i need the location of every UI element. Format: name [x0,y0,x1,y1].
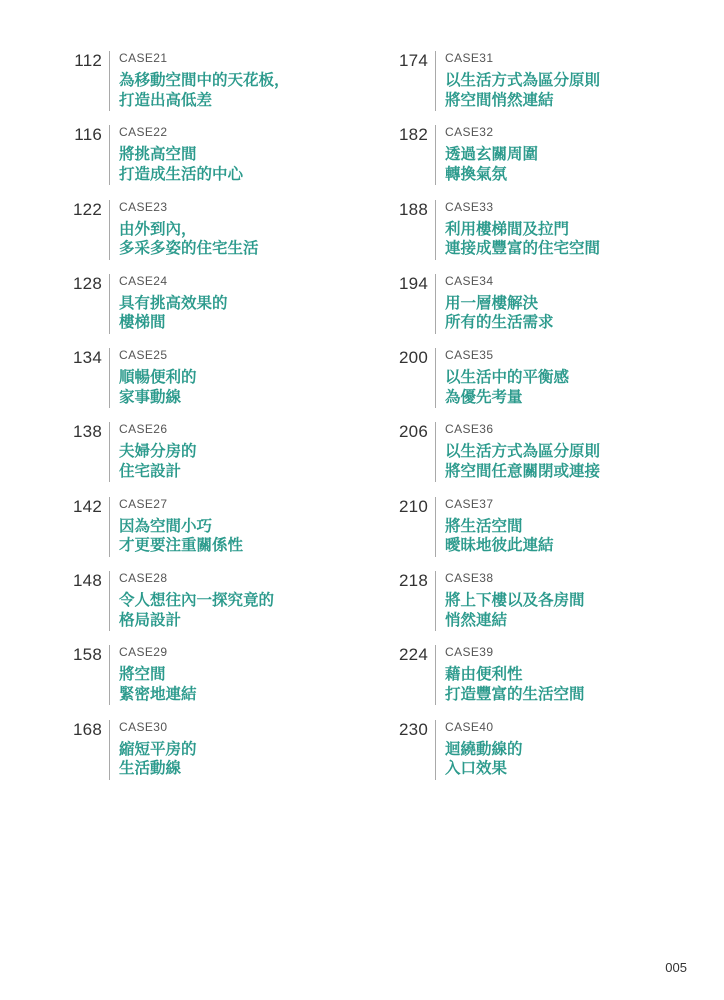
toc-title-line-2: 多采多姿的住宅生活 [119,238,259,258]
toc-divider [435,720,436,780]
toc-title [445,219,685,258]
toc-entry[interactable] [0,345,300,419]
toc-case-label: CASE23 [119,199,168,214]
toc-title-line-1: 迴繞動線的 [445,738,523,758]
toc-title-line-2: 連接成豐富的住宅空間 [445,238,601,258]
toc-page-number: 174 [399,51,428,70]
toc-title-line-2: 打造豐富的生活空間 [445,683,585,703]
toc-title-line-1: 藉由便利性 [445,664,523,684]
toc-page-number: 138 [73,422,102,442]
toc-page-number: 128 [73,273,102,293]
toc-case-label: CASE24 [119,273,168,288]
toc-title-line-1: 透過玄關周圍 [445,144,539,164]
toc-title-line-2: 曖昧地彼此連結 [445,535,554,555]
toc-case-label: CASE40 [445,719,494,734]
toc-title [119,219,359,258]
toc-page-number: 188 [399,199,428,219]
toc-title-line-2: 將空間任意關閉或連接 [445,460,601,480]
toc-title [119,590,359,629]
toc-entry[interactable] [326,122,626,196]
toc-page-number: 122 [73,199,102,219]
toc-page-number: 116 [74,125,102,145]
toc-case-label: CASE38 [445,571,494,586]
toc-title-line-2: 住宅設計 [119,460,182,480]
toc-case-label: CASE29 [119,645,168,660]
toc-title [445,516,685,555]
toc-title-line-1: 以生活方式為區分原則 [445,70,601,89]
toc-page-number: 200 [399,348,428,368]
toc-page-number: 142 [73,496,102,516]
toc-divider [109,200,110,260]
toc-title-line-2: 才更要注重關係性 [119,535,244,555]
toc-title-line-2: 為優先考量 [445,386,523,406]
toc-case-label: CASE27 [119,496,168,511]
toc-case-label: CASE26 [119,422,168,437]
toc-title-line-2: 緊密地連結 [119,683,197,703]
toc-divider [109,720,110,780]
toc-entry[interactable] [0,568,300,642]
toc-title [119,293,359,332]
toc-title-line-1: 以生活中的平衡感 [445,367,570,387]
toc-page-number: 112 [74,51,102,70]
toc-entry[interactable] [0,494,300,568]
toc-title [445,739,685,778]
toc-title-line-2: 所有的生活需求 [445,312,554,332]
toc-title-line-1: 將生活空間 [445,515,523,535]
toc-divider [435,422,436,482]
toc-entry[interactable] [326,271,626,345]
toc-title-line-1: 由外到內， [119,218,197,238]
toc-divider [109,571,110,631]
toc-title-line-2: 悄然連結 [445,609,508,629]
toc-entry[interactable] [0,419,300,493]
toc-divider [435,274,436,334]
toc-column-left [0,48,300,791]
toc-page-number: 210 [399,496,428,516]
toc-title-line-2: 樓梯間 [119,312,166,332]
toc-title-line-1: 因為空間小巧 [119,515,213,535]
toc-title [119,70,359,109]
toc-title [119,664,359,703]
toc-divider [109,497,110,557]
toc-column-right [326,48,626,791]
toc-title [445,664,685,703]
toc-title [119,441,359,480]
toc-page-number: 168 [73,719,102,739]
toc-title-line-1: 利用樓梯間及拉門 [445,218,570,238]
toc-title-line-1: 以生活方式為區分原則 [445,441,601,461]
toc-entry[interactable] [0,48,300,122]
toc-title-line-1: 具有挑高效果的 [119,292,228,312]
toc-case-label: CASE39 [445,645,494,660]
toc-title-line-1: 用一層樓解決 [445,292,539,312]
toc-title-line-1: 將上下樓以及各房間 [445,590,585,610]
toc-entry[interactable] [0,642,300,716]
toc-case-label: CASE21 [119,51,168,65]
toc-divider [435,497,436,557]
toc-case-label: CASE32 [445,125,494,140]
toc-divider [435,125,436,185]
toc-case-label: CASE37 [445,496,494,511]
toc-title [119,516,359,555]
toc-divider [109,422,110,482]
toc-entry[interactable] [0,717,300,791]
toc-entry[interactable] [326,568,626,642]
toc-page-number: 148 [73,571,102,591]
toc-entry[interactable] [326,419,626,493]
toc-title-line-2: 打造出高低差 [119,89,213,109]
toc-title-line-2: 格局設計 [119,609,182,629]
toc-title-line-1: 為移動空間中的天花板， [119,70,290,89]
toc-entry[interactable] [0,197,300,271]
toc-divider [435,571,436,631]
toc-title-line-1: 將空間 [119,664,166,684]
toc-divider [109,645,110,705]
toc-title [445,144,685,183]
toc-page-number: 230 [399,719,428,739]
toc-title-line-2: 生活動線 [119,758,182,778]
toc-title-line-1: 夫婦分房的 [119,441,197,461]
toc-title [119,144,359,183]
toc-case-label: CASE22 [119,125,168,140]
toc-divider [435,348,436,408]
toc-title [119,739,359,778]
toc-divider [435,200,436,260]
toc-title-line-1: 令人想往內一探究竟的 [119,590,275,610]
toc-entry[interactable] [0,122,300,196]
toc-page-number: 134 [73,348,102,368]
toc-title [445,590,685,629]
toc-page-number: 206 [399,422,428,442]
toc-entry[interactable] [326,48,626,122]
toc-case-label: CASE30 [119,719,168,734]
toc-title-line-1: 順暢便利的 [119,367,197,387]
toc-case-label: CASE35 [445,348,494,363]
toc-title-line-2: 將空間悄然連結 [445,89,554,109]
toc-page-number: 182 [399,125,428,145]
toc-case-label: CASE28 [119,571,168,586]
toc-case-label: CASE31 [445,51,494,65]
toc-title-line-2: 打造成生活的中心 [119,163,244,183]
toc-page-number: 224 [399,645,428,665]
toc-title [445,367,685,406]
footer-page-number: 005 [665,960,687,975]
toc-title-line-1: 縮短平房的 [119,738,197,758]
toc-entry[interactable] [0,271,300,345]
toc-entry[interactable] [326,197,626,271]
toc-case-label: CASE34 [445,273,494,288]
toc-divider [109,51,110,111]
toc-case-label: CASE36 [445,422,494,437]
toc-divider [109,274,110,334]
toc-title [445,70,685,109]
toc-title [119,367,359,406]
toc-title [445,293,685,332]
toc-entry[interactable] [326,345,626,419]
toc-title-line-2: 轉換氣氛 [445,163,508,183]
toc-title-line-2: 入口效果 [445,758,508,778]
toc-page-number: 158 [73,645,102,665]
toc-entry[interactable] [326,717,626,791]
toc-title-line-1: 將挑高空間 [119,144,197,164]
toc-divider [109,348,110,408]
toc-title [445,441,685,480]
toc-case-label: CASE33 [445,199,494,214]
toc-divider [435,645,436,705]
toc-title-line-2: 家事動線 [119,386,182,406]
toc-entry[interactable] [326,642,626,716]
toc-page-number: 218 [399,571,428,591]
toc-page-number: 194 [399,273,428,293]
toc-entry[interactable] [326,494,626,568]
toc-case-label: CASE25 [119,348,168,363]
toc-divider [109,125,110,185]
toc-divider [435,51,436,111]
